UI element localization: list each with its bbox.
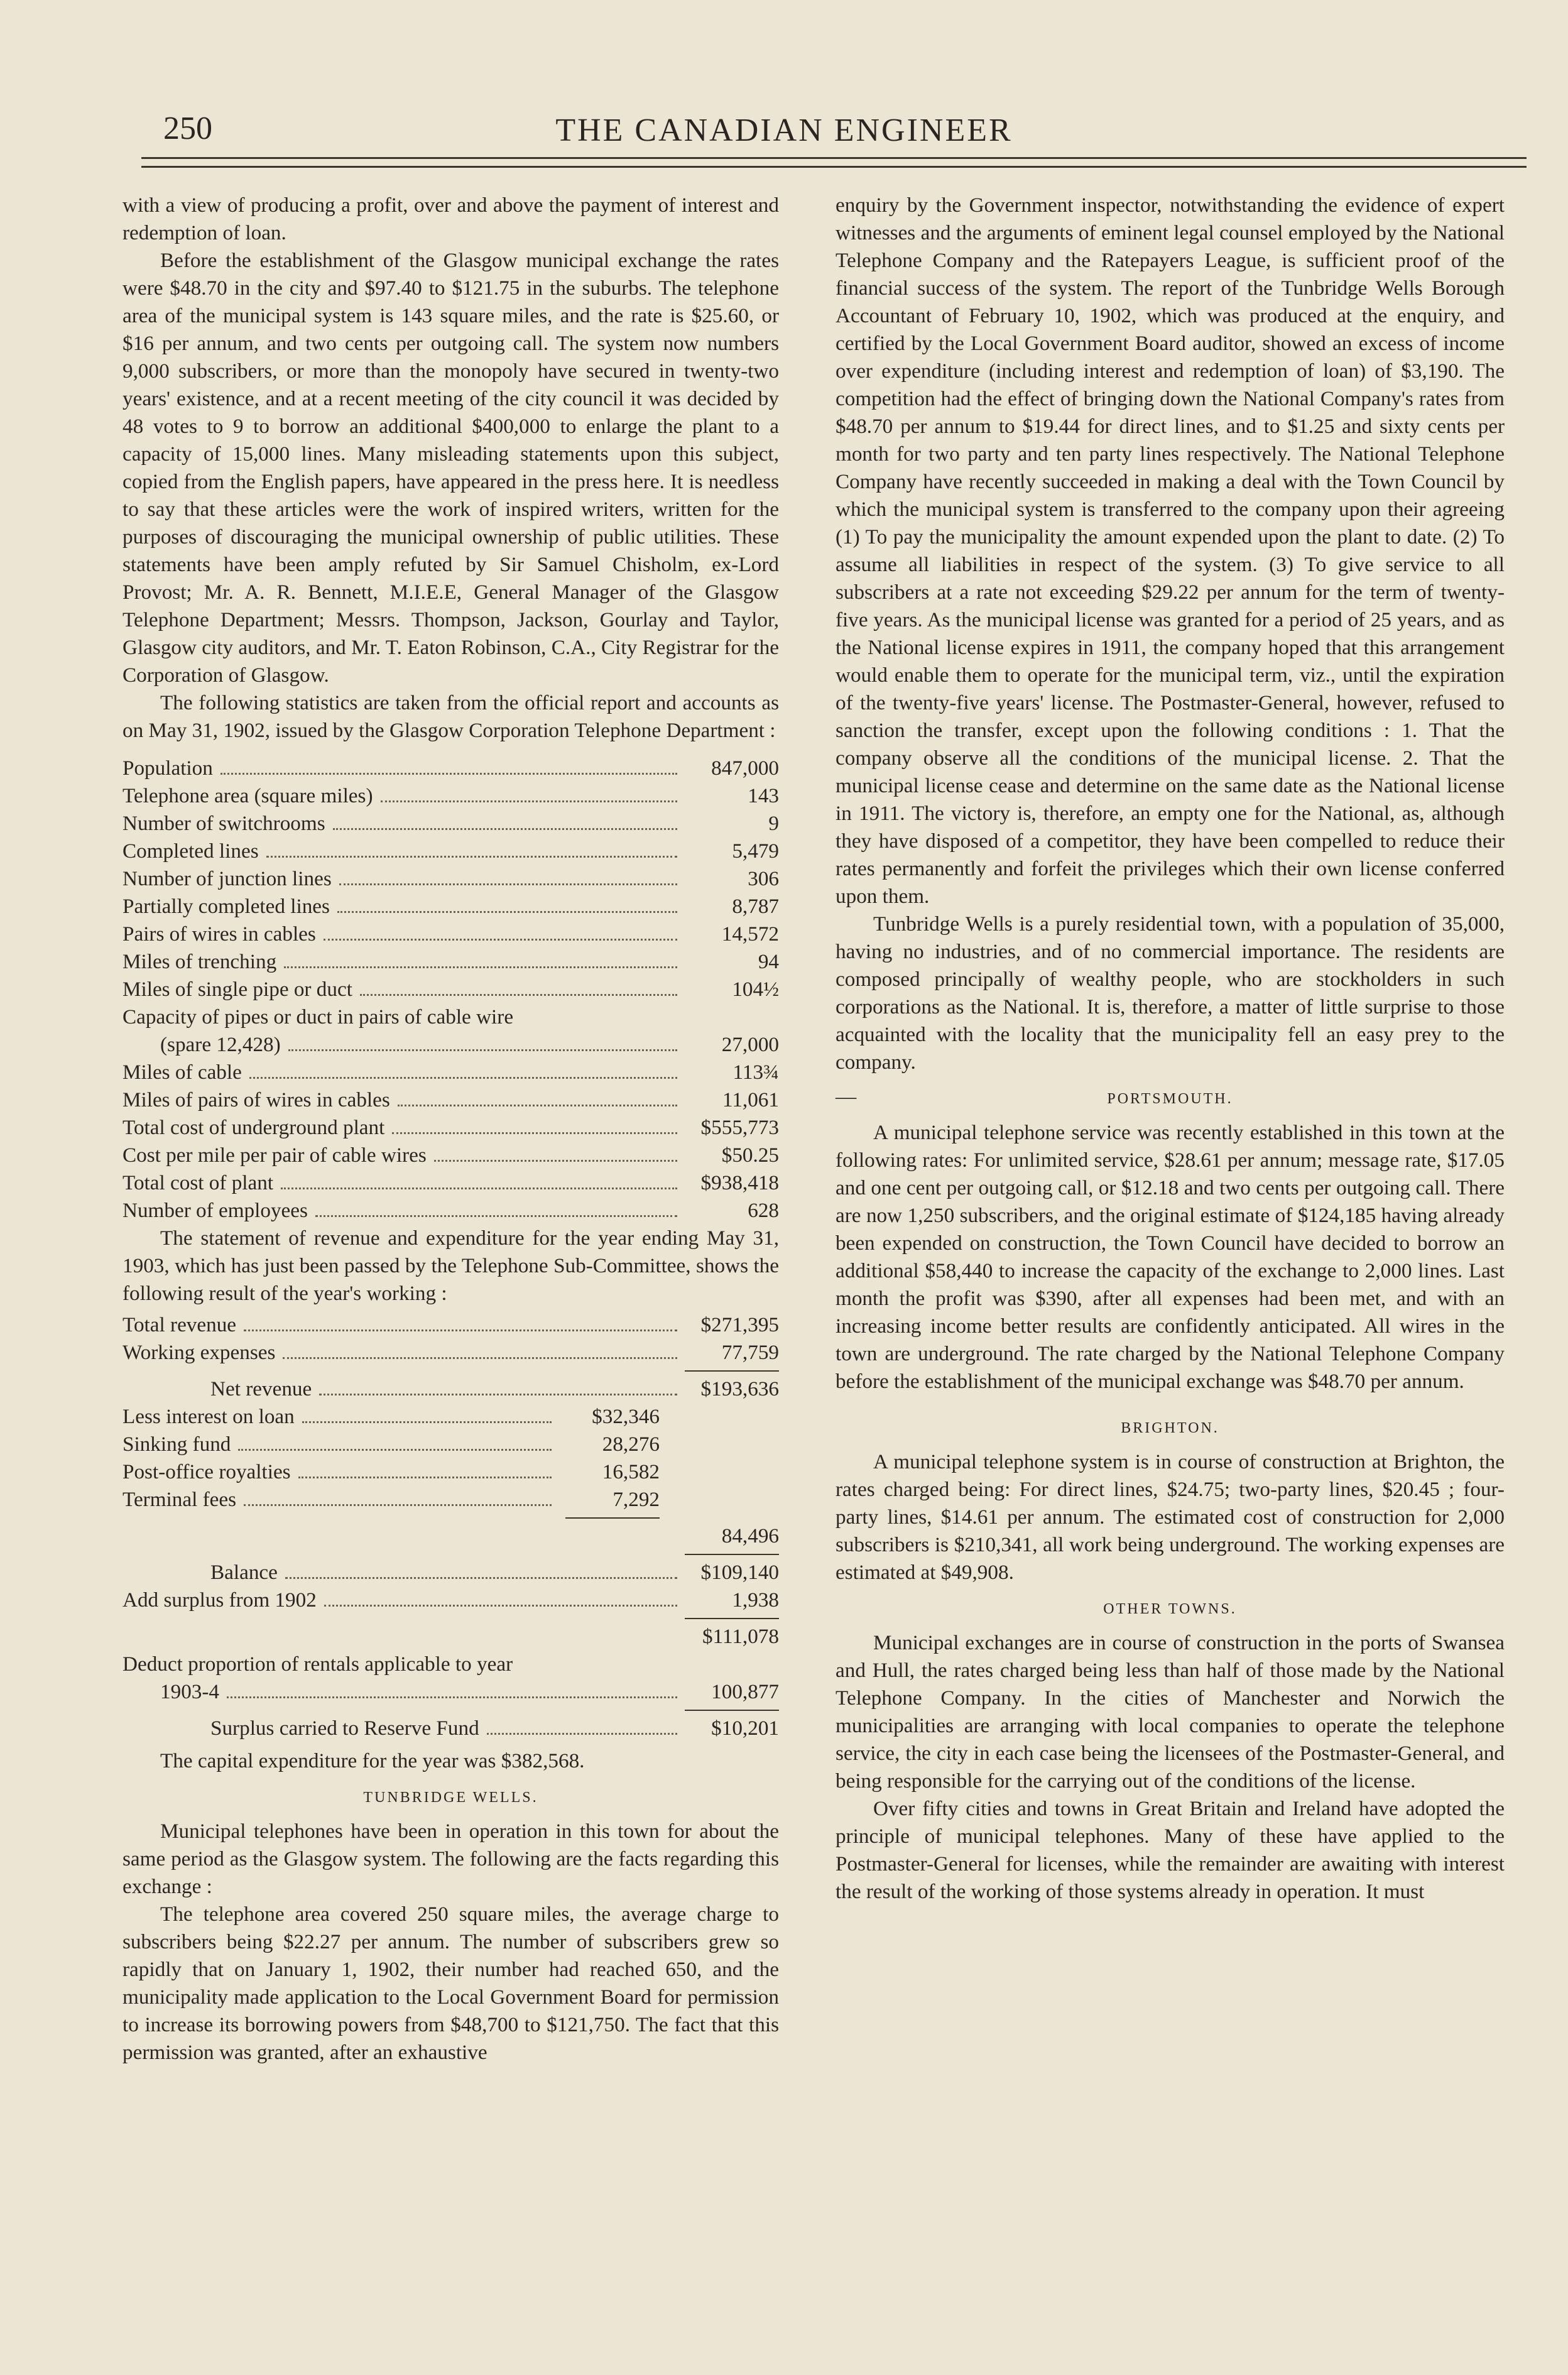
deduction-row xyxy=(122,1458,779,1486)
stat-row xyxy=(122,1086,779,1114)
leader-dots xyxy=(266,856,677,858)
leader-dots xyxy=(337,911,677,913)
paragraph: Municipal exchanges are in course of construction in the ports of Swansea and Hull, the rates charged being less than half of those made by the National Telephone Company. In the cities of Manchester and Norwich the municipalities are arranging with local companies to operate the telephone service, the city in each case being the licensees of the Postmaster-General, and being responsible for the carrying out of the conditions of the license. xyxy=(836,1631,1505,1793)
stat-label: Miles of cable xyxy=(122,1061,242,1084)
statement-label: Net revenue xyxy=(210,1377,312,1400)
stat-label: Number of switchrooms xyxy=(122,812,325,835)
stat-label: Miles of pairs of wires in cables xyxy=(122,1088,390,1111)
stat-value: 9 xyxy=(768,812,779,835)
leader-dots xyxy=(398,1105,677,1106)
statement-value: $109,140 xyxy=(700,1561,779,1584)
stat-label: Number of employees xyxy=(122,1199,308,1222)
leader-dots xyxy=(315,1215,677,1217)
stat-value: 628 xyxy=(748,1199,779,1222)
stat-row xyxy=(122,755,779,782)
stat-label: Partially completed lines xyxy=(122,895,330,918)
leader-dots xyxy=(281,1188,677,1189)
stat-value: 113¾ xyxy=(732,1061,779,1084)
stat-label: Cost per mile per pair of cable wires xyxy=(122,1144,427,1167)
leader-dots xyxy=(339,883,677,885)
leader-dots xyxy=(288,1049,677,1051)
stat-row xyxy=(122,1059,779,1086)
sum-rule xyxy=(565,1517,660,1519)
stat-value: 8,787 xyxy=(732,895,779,918)
section-heading-portsmouth: PORTSMOUTH. xyxy=(1107,1091,1233,1107)
leader-dots xyxy=(285,1577,677,1579)
leader-dots xyxy=(238,1449,552,1451)
statement-label: Working expenses xyxy=(122,1341,276,1364)
statement-row xyxy=(122,1678,779,1706)
statement-value: $193,636 xyxy=(700,1377,779,1400)
paragraph: The capital expenditure for the year was $382,568. xyxy=(160,1749,585,1772)
paragraph: A municipal telephone system is in course of construction at Brighton, the rates charged being: For direct lines, $24.75; two-party lines, $20.45 ; four-party lines, $14.61 per annum. The estimated cost of construction for 2,000 subscribers is $210,341, all work being underground. The working expenses are estimated at $49,908. xyxy=(836,1450,1505,1584)
leader-dots xyxy=(381,800,678,802)
deduction-row xyxy=(122,1431,779,1458)
stat-row xyxy=(122,893,779,920)
stat-row xyxy=(122,1114,779,1142)
header-rule-top xyxy=(141,157,1527,159)
stat-value: 5,479 xyxy=(732,839,779,863)
stat-value: 11,061 xyxy=(722,1088,779,1111)
statement-row xyxy=(122,1375,779,1403)
page-number: 250 xyxy=(163,111,212,146)
leader-dots xyxy=(249,1077,677,1079)
statement-value: $10,201 xyxy=(711,1717,779,1740)
stat-row xyxy=(122,1142,779,1169)
stat-label: Total cost of underground plant xyxy=(122,1116,385,1139)
section-heading-tunbridge: TUNBRIDGE WELLS. xyxy=(363,1789,538,1806)
stat-value: 306 xyxy=(748,867,779,890)
leader-dots xyxy=(392,1132,677,1134)
deduction-value: $32,346 xyxy=(592,1405,660,1428)
paragraph: The following statistics are taken from the official report and accounts as on May 31, 1902, issued by the Glasgow Corporation Telephone Department : xyxy=(122,691,779,742)
statement-value: 1,938 xyxy=(732,1588,779,1612)
statement-row xyxy=(122,1339,779,1367)
stat-value: $555,773 xyxy=(700,1116,779,1139)
statement-label: Surplus carried to Reserve Fund xyxy=(210,1717,479,1740)
leader-dots xyxy=(360,994,677,996)
leader-dots xyxy=(324,939,677,941)
paragraph: Over fifty cities and towns in Great Britain and Ireland have adopted the principle of municipal telephones. Many of these have applied to the Postmaster-General for licenses, while the remainder are awaiting with interest the result of the working of those systems already in operation. It must xyxy=(836,1797,1505,1903)
deduction-value: 7,292 xyxy=(612,1488,660,1511)
statement-value: $271,395 xyxy=(700,1313,779,1336)
statement-value: 84,496 xyxy=(721,1524,779,1548)
stat-label: Miles of single pipe or duct xyxy=(122,978,352,1001)
statement-label: Deduct proportion of rentals applicable to year xyxy=(122,1652,513,1676)
paragraph: The statement of revenue and expenditure for the year ending May 31, 1903, which has just been passed by the Telephone Sub-Committee, shows the following result of the year's working : xyxy=(122,1226,779,1305)
header-rule-bottom xyxy=(141,166,1527,168)
statement-row xyxy=(122,1522,779,1550)
stat-value: $50.25 xyxy=(721,1144,779,1167)
statement-label: 1903-4 xyxy=(160,1680,220,1703)
stat-row xyxy=(122,1003,779,1031)
section-heading-brighton: BRIGHTON. xyxy=(1121,1420,1219,1436)
leader-dots xyxy=(244,1329,677,1331)
paragraph: The telephone area covered 250 square miles, the average charge to subscribers being $22.27 per annum. The number of subscribers grew so rapidly that on January 1, 1902, their number had reached 650, and the municipality made application to the Local Government Board for permission to increase its borrowing powers from $48,700 to $121,750. The fact that this permission was granted, after an exhaustive xyxy=(122,1903,779,2064)
leader-dots xyxy=(434,1160,677,1162)
stat-row xyxy=(122,1169,779,1197)
stat-label: Pairs of wires in cables xyxy=(122,922,316,946)
stat-row xyxy=(122,810,779,838)
stat-label: Capacity of pipes or duct in pairs of cable wire xyxy=(122,1005,514,1029)
leader-dots xyxy=(283,1357,677,1359)
right-column xyxy=(836,192,1505,1906)
leader-dots xyxy=(284,966,677,968)
statement-label: Total revenue xyxy=(122,1313,237,1336)
revenue-statement xyxy=(122,1311,779,1742)
dash: — xyxy=(836,1085,857,1108)
stat-value: 104½ xyxy=(732,978,779,1001)
stat-row xyxy=(122,976,779,1003)
deductions-list xyxy=(122,1403,779,1514)
statement-row xyxy=(122,1586,779,1614)
leader-dots xyxy=(324,1605,677,1607)
deduction-row xyxy=(122,1486,779,1514)
leader-dots xyxy=(333,828,677,830)
statement-value: 77,759 xyxy=(721,1341,779,1364)
stat-row xyxy=(122,1031,779,1059)
stat-label: Telephone area (square miles) xyxy=(122,784,373,807)
deduction-label: Terminal fees xyxy=(122,1488,237,1511)
stat-row xyxy=(122,948,779,976)
section-heading-other-towns: OTHER TOWNS. xyxy=(1103,1601,1237,1617)
deduction-label: Sinking fund xyxy=(122,1433,231,1456)
statistics-table xyxy=(122,755,779,1225)
sum-rule xyxy=(685,1710,779,1711)
stat-value: 143 xyxy=(748,784,779,807)
leader-dots xyxy=(298,1477,552,1478)
section-heading-row xyxy=(836,1076,1505,1119)
stat-row xyxy=(122,782,779,810)
stat-label: (spare 12,428) xyxy=(160,1033,281,1056)
sum-rule xyxy=(685,1370,779,1372)
paragraph: Before the establishment of the Glasgow municipal exchange the rates were $48.70 in the city and $97.40 to $121.75 in the suburbs. The telephone area of the municipal system is 143 square miles, and the rate is $25.60, or $16 per annum, and two cents per outgoing call. The system now numbers 9,000 subscribers, or more than the monopoly have secured in twenty-two years' existence, and at a recent meeting of the city council it was decided by 48 votes to 9 to borrow an additional $400,000 to enlarge the plant to a capacity of 15,000 lines. Many misleading statements upon this subject, copied from the English papers, have appeared in the press here. It is needless to say that these articles were the work of inspired writers, written for the purposes of discouraging the municipal ownership of public utilities. These statements have been amply refuted by Sir Samuel Chisholm, ex-Lord Provost; Mr. A. R. Bennett, M.I.E.E, General Manager of the Glasgow Telephone Department; Messrs. Thompson, Jackson, Gourlay and Taylor, Glasgow city auditors, and Mr. T. Eaton Robinson, C.A., City Registrar for the Corporation of Glasgow. xyxy=(122,249,779,687)
stat-row xyxy=(122,865,779,893)
paragraph: Municipal telephones have been in operation in this town for about the same period as the Glasgow system. The following are the facts regarding this exchange : xyxy=(122,1820,779,1898)
leader-dots xyxy=(244,1504,552,1506)
leader-dots xyxy=(319,1394,677,1395)
statement-label: Add surplus from 1902 xyxy=(122,1588,317,1612)
stat-label: Number of junction lines xyxy=(122,867,332,890)
stat-label: Total cost of plant xyxy=(122,1171,274,1194)
stat-value: 27,000 xyxy=(721,1033,779,1056)
stat-label: Population xyxy=(122,756,213,780)
leader-dots xyxy=(220,773,677,775)
left-column xyxy=(122,192,779,2067)
leader-dots xyxy=(487,1733,677,1735)
deduction-label: Less interest on loan xyxy=(122,1405,295,1428)
leader-dots xyxy=(302,1421,552,1423)
stat-row xyxy=(122,920,779,948)
stat-value: 847,000 xyxy=(711,756,779,780)
deduction-label: Post-office royalties xyxy=(122,1460,291,1483)
leader-dots xyxy=(227,1696,677,1698)
running-head-title: THE CANADIAN ENGINEER xyxy=(555,112,1013,148)
statement-row xyxy=(122,1623,779,1651)
statement-value: 100,877 xyxy=(711,1680,779,1703)
sum-rule xyxy=(685,1554,779,1555)
paragraph: enquiry by the Government inspector, notwithstanding the evidence of expert witnesses and the arguments of eminent legal counsel employed by the National Telephone Company and the Ratepayers League, is sufficient proof of the financial success of the system. The report of the Tunbridge Wells Borough Accountant of February 10, 1902, which was produced at the enquiry, and certified by the Local Government Board auditor, showed an excess of income over expenditure (including interest and redemption of loan) of $3,190. The competition had the effect of bringing down the National Company's rates from $48.70 per annum to $19.44 for direct lines, and to $1.25 and sixty cents per month for two party and ten party lines respectively. The National Telephone Company have recently succeeded in making a deal with the Town Council by which the municipal system is transferred to the company upon their agreeing (1) To pay the municipality the amount expended upon the plant to date. (2) To assume all liabilities in respect of the system. (3) To give service to all subscribers at a rate not exceeding $29.22 per annum for the term of twenty-five years. As the municipal license was granted for a period of 25 years, and as the National license expires in 1911, the company hoped that this arrangement would enable them to operate for the municipal term, viz., until the expiration of the twenty-five years' license. The Postmaster-General, however, refused to sanction the transfer, except upon the following conditions : 1. That the company observe all the conditions of the municipal license. 2. That the municipal license cease and determine on the same date as the National license in 1911. The victory is, therefore, an empty one for the National, as, although they have disposed of a competitor, they have been compelled to reduce their rates permanently and forfeit the privileges which their own license conferred upon them. xyxy=(836,194,1505,908)
deduction-value: 28,276 xyxy=(602,1433,660,1456)
stat-row xyxy=(122,838,779,865)
statement-value: $111,078 xyxy=(702,1625,779,1648)
statement-row xyxy=(122,1651,779,1678)
stat-value: $938,418 xyxy=(700,1171,779,1194)
statement-row xyxy=(122,1311,779,1339)
statement-row xyxy=(122,1559,779,1586)
statement-label: Balance xyxy=(210,1561,278,1584)
paragraph: Tunbridge Wells is a purely residential town, with a population of 35,000, having no industries, and of no commercial importance. The residents are composed principally of wealthy people, who are stockholders in such corporations as the National. It is, therefore, a matter of little surprise to those acquainted with the locality that the municipality fell an easy prey to the company. xyxy=(836,912,1505,1074)
deduction-row xyxy=(122,1403,779,1431)
deduction-value: 16,582 xyxy=(602,1460,660,1483)
stat-value: 14,572 xyxy=(721,922,779,946)
stat-value: 94 xyxy=(758,950,779,973)
stat-label: Completed lines xyxy=(122,839,259,863)
sum-rule xyxy=(685,1618,779,1619)
paragraph: A municipal telephone service was recently established in this town at the following rates: For unlimited service, $28.61 per annum; message rate, $17.05 and one cent per outgoing call, or $12.18 and two cents per outgoing call. There are now 1,250 subscribers, and the original estimate of $124,185 having already been expended on construction, the Town Council have decided to borrow an additional $58,440 to increase the capacity of the exchange to 2,000 lines. Last month the profit was $390, after all expenses had been met, and with an increasing income better results are confidently anticipated. All wires in the town are underground. The rate charged by the National Telephone Company before the establishment of the municipal exchange was $48.70 per annum. xyxy=(836,1121,1505,1393)
statement-row xyxy=(122,1715,779,1742)
stat-label: Miles of trenching xyxy=(122,950,277,973)
stat-row xyxy=(122,1197,779,1225)
paragraph: with a view of producing a profit, over and above the payment of interest and redemption of loan. xyxy=(122,194,779,244)
